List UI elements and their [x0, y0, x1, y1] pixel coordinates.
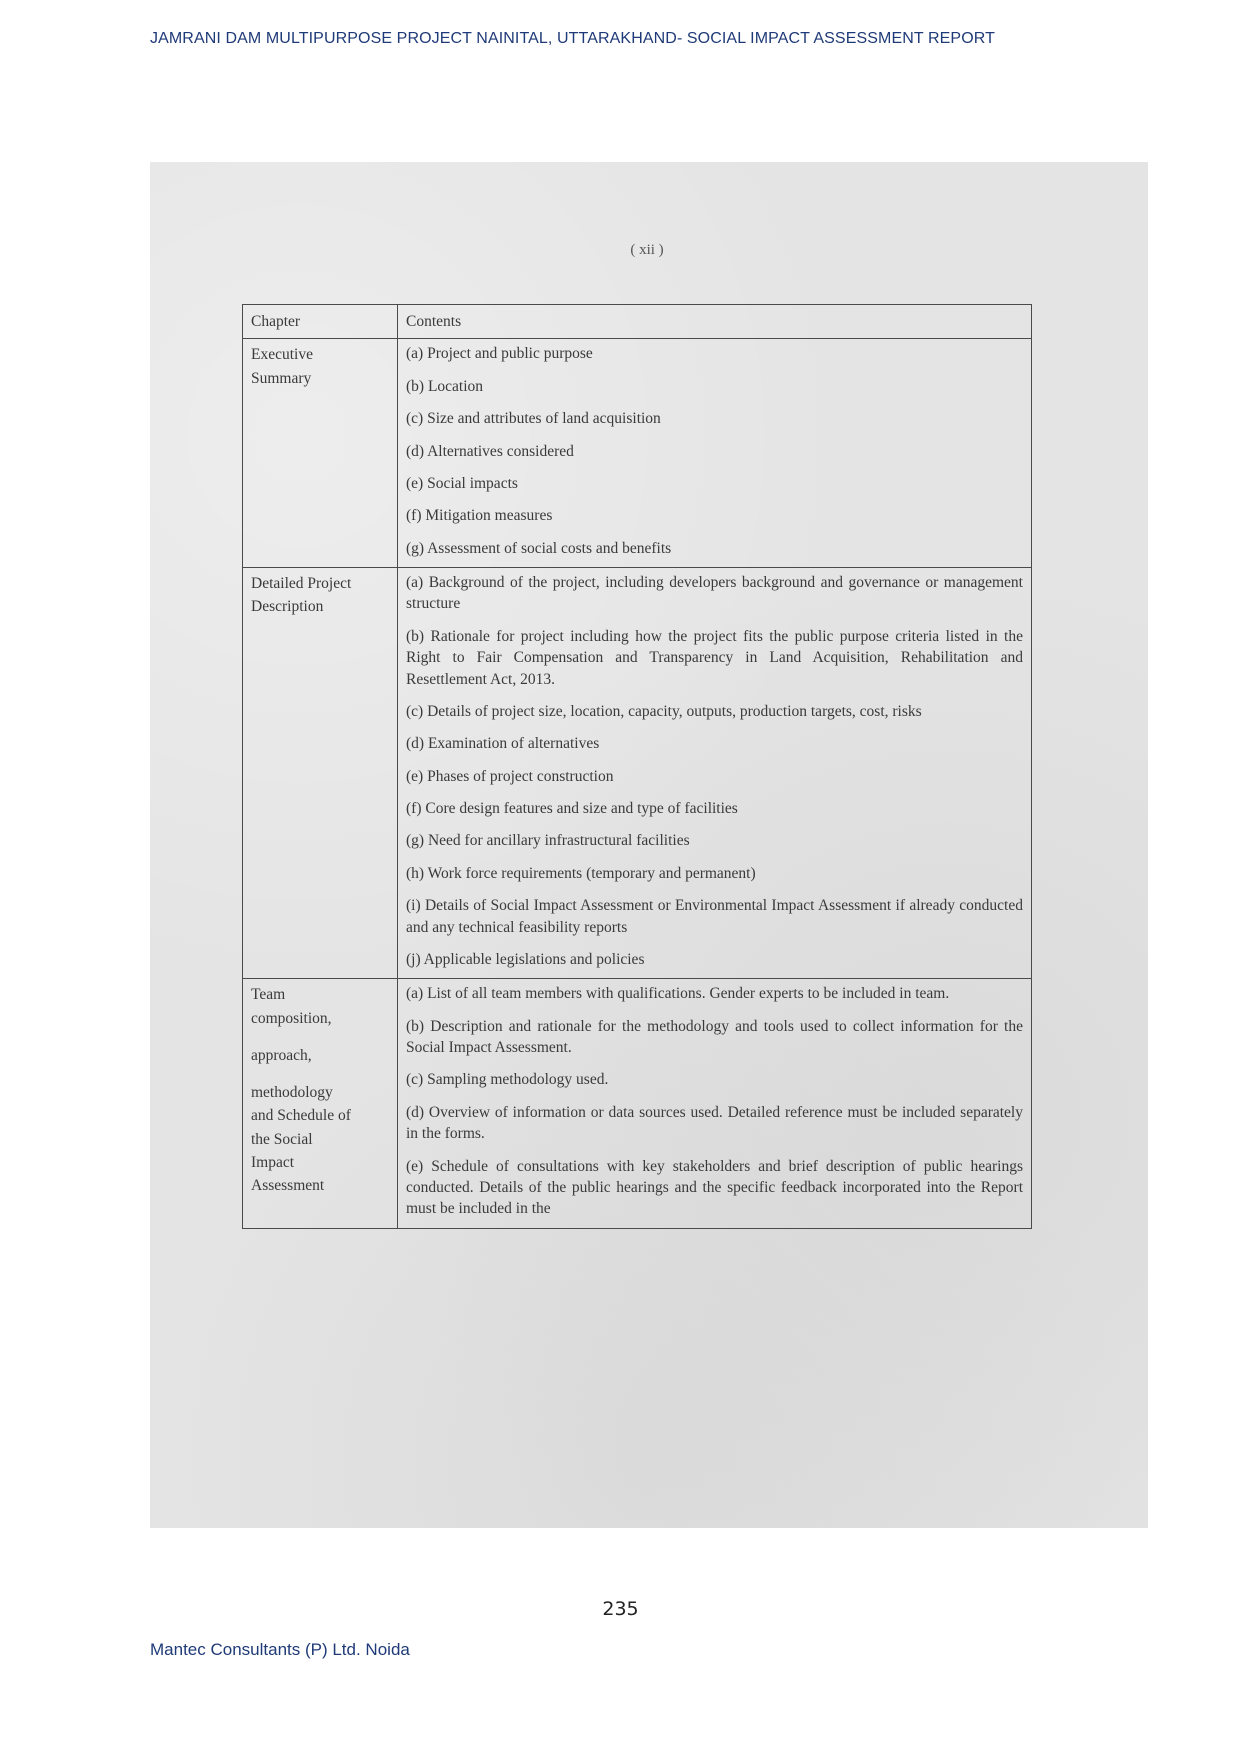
chapter-line: and Schedule of	[251, 1107, 351, 1125]
chapter-column-header: Chapter	[243, 305, 398, 339]
table-row	[243, 568, 1032, 979]
content-item: (b) Description and rationale for the methodology and tools used to collect information for the Social Impact Assessment.	[406, 1017, 1023, 1056]
scan-page-marker: ( xii )	[630, 242, 664, 258]
chapter-line: Description	[251, 598, 324, 616]
content-item: (b) Location	[406, 377, 484, 395]
chapter-cell	[243, 339, 398, 568]
chapter-line: Executive	[251, 346, 313, 364]
chapter-line: Assessment	[251, 1177, 325, 1194]
content-item: (a) Project and public purpose	[406, 345, 593, 363]
chapter-cell	[243, 979, 398, 1228]
chapter-line: Team	[251, 986, 286, 1004]
scanned-page-image	[150, 162, 1148, 1528]
content-item: (d) Alternatives considered	[406, 442, 574, 460]
chapter-line: Impact	[251, 1153, 295, 1171]
chapter-line: approach,	[251, 1046, 312, 1064]
content-item: (d) Examination of alternatives	[406, 735, 600, 753]
contents-cell	[398, 339, 1032, 568]
chapter-line: Detailed Project	[251, 575, 352, 592]
content-item: (c) Details of project size, location, capacity, outputs, production targets, cost, risks	[406, 702, 922, 720]
content-item: (b) Rationale for project including how the project fits the public purpose criteria listed in the Right to Fair Compensation and Transparency in Land Acquisition, Rehabilitation and Resettlement Act, 2013.	[406, 627, 1023, 688]
content-item: (f) Mitigation measures	[406, 507, 553, 525]
content-item: (j) Applicable legislations and policies	[406, 950, 645, 968]
content-item: (i) Details of Social Impact Assessment or Environmental Impact Assessment if already conducted and any technical feasibility reports	[406, 897, 1023, 936]
chapter-line: the Social	[251, 1130, 313, 1148]
chapter-cell	[243, 568, 398, 979]
table-header-row	[243, 305, 1032, 339]
content-item: (h) Work force requirements (temporary and permanent)	[406, 864, 756, 882]
contents-cell	[398, 568, 1032, 979]
table-row	[243, 339, 1032, 568]
footer-company: Mantec Consultants (P) Ltd. Noida	[150, 1640, 410, 1659]
content-item: (d) Overview of information or data sources used. Detailed reference must be included separately in the forms.	[406, 1103, 1023, 1143]
chapter-line: methodology	[251, 1084, 333, 1101]
running-header: JAMRANI DAM MULTIPURPOSE PROJECT NAINITAL, UTTARAKHAND- SOCIAL IMPACT ASSESSMENT REPORT	[150, 30, 995, 47]
chapter-line: composition,	[251, 1009, 332, 1027]
content-item: (f) Core design features and size and type of facilities	[406, 800, 738, 817]
sia-contents-table	[242, 304, 1032, 1229]
content-item: (a) List of all team members with qualifications. Gender experts to be included in team.	[406, 985, 950, 1003]
content-item: (c) Sampling methodology used.	[406, 1071, 609, 1089]
chapter-line: Summary	[251, 369, 312, 387]
table-row	[243, 979, 1032, 1228]
contents-column-header: Contents	[398, 305, 1032, 339]
content-item: (e) Social impacts	[406, 474, 518, 492]
content-item: (e) Schedule of consultations with key stakeholders and brief description of public hearings conducted. Details of the public hearings and the specific feedback incorporated into the Report must be included in the	[406, 1157, 1023, 1218]
content-item: (e) Phases of project construction	[406, 767, 614, 785]
page-number: 235	[602, 1598, 639, 1620]
content-item: (g) Need for ancillary infrastructural facilities	[406, 832, 690, 850]
content-item: (a) Background of the project, including developers background and governance or management structure	[406, 574, 1023, 613]
contents-cell	[398, 979, 1032, 1228]
content-item: (g) Assessment of social costs and benefits	[406, 539, 672, 557]
content-item: (c) Size and attributes of land acquisition	[406, 410, 661, 428]
